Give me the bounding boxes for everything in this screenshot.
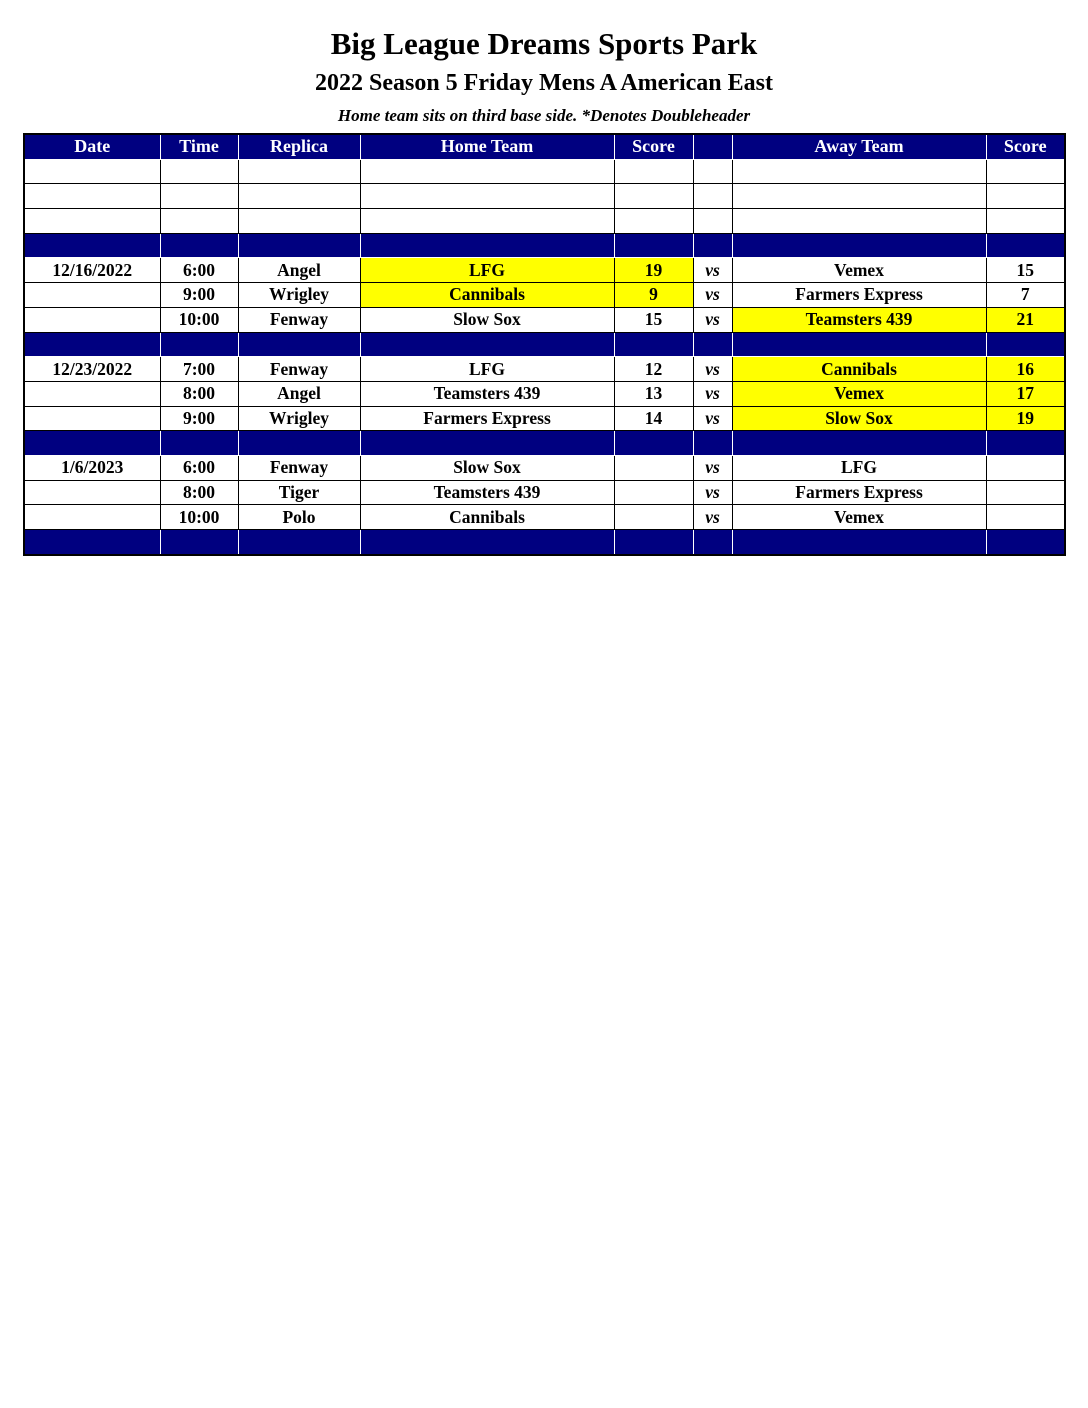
game-row (24, 357, 1065, 382)
game-time: 8:00 (160, 381, 238, 406)
game-row (24, 307, 1065, 332)
home-team: Teamsters 439 (360, 480, 614, 505)
home-score: 9 (614, 283, 693, 308)
empty-cell (160, 184, 238, 209)
separator-cell (693, 332, 732, 357)
separator-cell (732, 431, 986, 456)
schedule-table (23, 133, 1066, 556)
empty-cell (360, 184, 614, 209)
page-title: Big League Dreams Sports Park (330, 26, 758, 61)
game-date (24, 283, 160, 308)
separator-row (24, 530, 1065, 555)
away-team: LFG (732, 455, 986, 480)
empty-cell (24, 209, 160, 234)
game-row (24, 480, 1065, 505)
away-score: 16 (986, 357, 1065, 382)
separator-cell (986, 431, 1065, 456)
empty-cell (238, 209, 360, 234)
home-team: Farmers Express (360, 406, 614, 431)
vs-label: vs (693, 381, 732, 406)
game-date (24, 480, 160, 505)
separator-cell (360, 431, 614, 456)
separator-cell (160, 530, 238, 555)
game-replica: Fenway (238, 307, 360, 332)
away-team: Teamsters 439 (732, 307, 986, 332)
empty-cell (24, 159, 160, 184)
separator-cell (360, 233, 614, 258)
empty-cell (614, 209, 693, 234)
away-score (986, 480, 1065, 505)
empty-cell (238, 159, 360, 184)
home-team: Cannibals (360, 505, 614, 530)
separator-cell (732, 530, 986, 555)
game-time: 6:00 (160, 455, 238, 480)
away-score: 7 (986, 283, 1065, 308)
separator-cell (238, 332, 360, 357)
home-team: Cannibals (360, 283, 614, 308)
away-team: Vemex (732, 381, 986, 406)
empty-cell (24, 184, 160, 209)
away-score (986, 455, 1065, 480)
game-replica: Tiger (238, 480, 360, 505)
separator-cell (360, 530, 614, 555)
separator-row (24, 233, 1065, 258)
away-score: 21 (986, 307, 1065, 332)
game-row (24, 283, 1065, 308)
game-date (24, 381, 160, 406)
empty-cell (360, 209, 614, 234)
separator-cell (238, 233, 360, 258)
separator-cell (986, 233, 1065, 258)
separator-cell (986, 530, 1065, 555)
vs-label: vs (693, 283, 732, 308)
separator-cell (238, 530, 360, 555)
empty-cell (693, 209, 732, 234)
home-score (614, 505, 693, 530)
game-time: 8:00 (160, 480, 238, 505)
game-replica: Fenway (238, 455, 360, 480)
empty-cell (986, 209, 1065, 234)
game-row (24, 505, 1065, 530)
game-row (24, 381, 1065, 406)
vs-label: vs (693, 480, 732, 505)
game-time: 10:00 (160, 307, 238, 332)
away-team: Vemex (732, 505, 986, 530)
page-note: Home team sits on third base side. *Denotes Doubleheader (337, 106, 751, 125)
separator-cell (693, 530, 732, 555)
col-header-home-score: Score (614, 134, 693, 159)
empty-row (24, 209, 1065, 234)
separator-cell (24, 431, 160, 456)
game-replica: Angel (238, 258, 360, 283)
game-replica: Polo (238, 505, 360, 530)
col-header-away-score: Score (986, 134, 1065, 159)
game-time: 6:00 (160, 258, 238, 283)
col-header-vs (693, 134, 732, 159)
away-team: Farmers Express (732, 480, 986, 505)
game-time: 9:00 (160, 406, 238, 431)
empty-row (24, 159, 1065, 184)
separator-cell (160, 233, 238, 258)
home-team: Teamsters 439 (360, 381, 614, 406)
col-header-replica: Replica (238, 134, 360, 159)
empty-cell (986, 184, 1065, 209)
separator-cell (160, 332, 238, 357)
game-replica: Wrigley (238, 406, 360, 431)
game-replica: Angel (238, 381, 360, 406)
vs-label: vs (693, 406, 732, 431)
col-header-date: Date (24, 134, 160, 159)
separator-cell (238, 431, 360, 456)
away-score: 15 (986, 258, 1065, 283)
game-date: 12/23/2022 (24, 357, 160, 382)
empty-cell (614, 184, 693, 209)
separator-cell (693, 431, 732, 456)
away-team: Vemex (732, 258, 986, 283)
game-row (24, 258, 1065, 283)
home-team: LFG (360, 258, 614, 283)
game-time: 7:00 (160, 357, 238, 382)
separator-cell (160, 431, 238, 456)
separator-cell (360, 332, 614, 357)
empty-cell (986, 159, 1065, 184)
empty-cell (732, 159, 986, 184)
empty-cell (732, 209, 986, 234)
vs-label: vs (693, 258, 732, 283)
separator-cell (614, 530, 693, 555)
game-row (24, 455, 1065, 480)
separator-row (24, 431, 1065, 456)
empty-cell (693, 184, 732, 209)
away-score: 17 (986, 381, 1065, 406)
empty-cell (160, 209, 238, 234)
header-row (24, 134, 1065, 159)
page-subtitle: 2022 Season 5 Friday Mens A American East (314, 70, 773, 96)
away-team: Slow Sox (732, 406, 986, 431)
empty-row (24, 184, 1065, 209)
away-score (986, 505, 1065, 530)
home-score: 12 (614, 357, 693, 382)
game-date (24, 406, 160, 431)
separator-cell (614, 332, 693, 357)
vs-label: vs (693, 307, 732, 332)
home-score: 15 (614, 307, 693, 332)
home-team: Slow Sox (360, 455, 614, 480)
separator-cell (24, 332, 160, 357)
col-header-away-team: Away Team (732, 134, 986, 159)
home-team: LFG (360, 357, 614, 382)
home-score: 13 (614, 381, 693, 406)
vs-label: vs (693, 357, 732, 382)
game-row (24, 406, 1065, 431)
game-date (24, 307, 160, 332)
away-team: Farmers Express (732, 283, 986, 308)
separator-cell (986, 332, 1065, 357)
separator-cell (732, 233, 986, 258)
game-date: 1/6/2023 (24, 455, 160, 480)
home-score: 14 (614, 406, 693, 431)
empty-cell (160, 159, 238, 184)
home-score: 19 (614, 258, 693, 283)
col-header-home-team: Home Team (360, 134, 614, 159)
col-header-time: Time (160, 134, 238, 159)
home-score (614, 480, 693, 505)
separator-cell (732, 332, 986, 357)
game-date: 12/16/2022 (24, 258, 160, 283)
empty-cell (360, 159, 614, 184)
separator-cell (693, 233, 732, 258)
empty-cell (732, 184, 986, 209)
empty-cell (238, 184, 360, 209)
away-score: 19 (986, 406, 1065, 431)
game-time: 10:00 (160, 505, 238, 530)
separator-row (24, 332, 1065, 357)
empty-cell (693, 159, 732, 184)
vs-label: vs (693, 455, 732, 480)
home-team: Slow Sox (360, 307, 614, 332)
separator-cell (24, 530, 160, 555)
home-score (614, 455, 693, 480)
away-team: Cannibals (732, 357, 986, 382)
separator-cell (24, 233, 160, 258)
empty-cell (614, 159, 693, 184)
game-replica: Fenway (238, 357, 360, 382)
game-time: 9:00 (160, 283, 238, 308)
game-date (24, 505, 160, 530)
vs-label: vs (693, 505, 732, 530)
separator-cell (614, 431, 693, 456)
game-replica: Wrigley (238, 283, 360, 308)
separator-cell (614, 233, 693, 258)
